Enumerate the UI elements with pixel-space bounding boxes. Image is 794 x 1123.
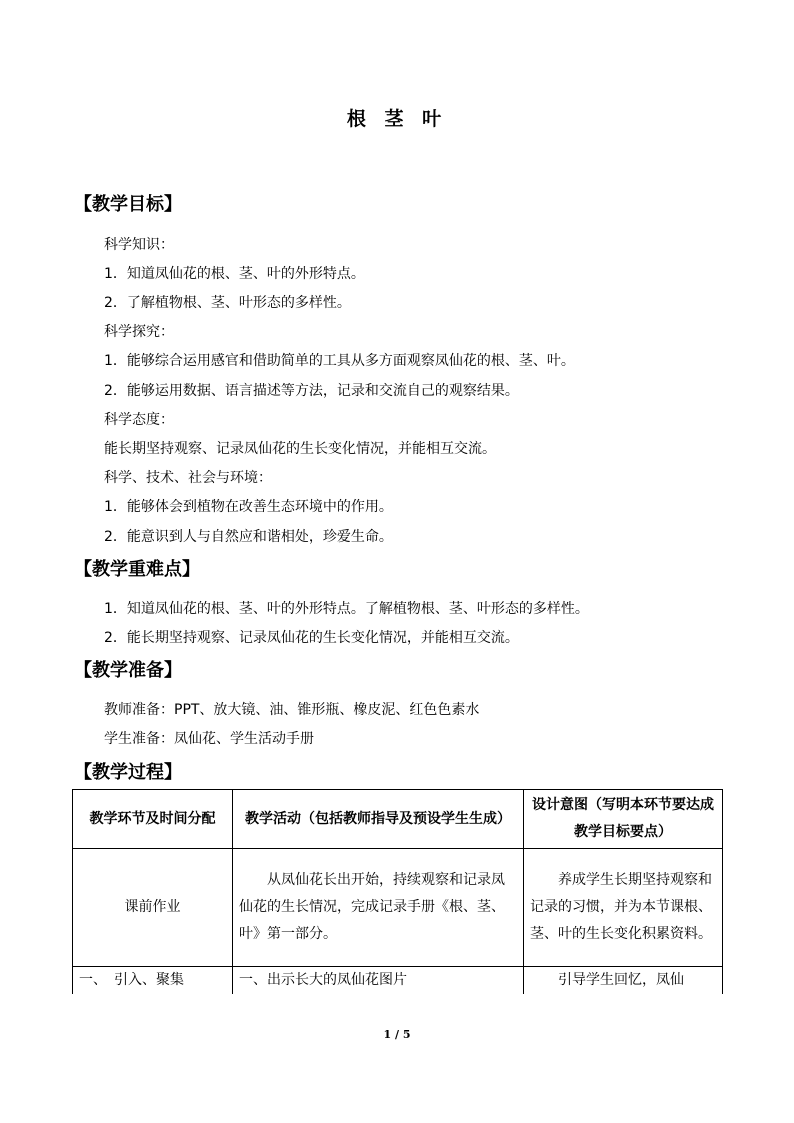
table-cell: 一、出示长大的凤仙花图片 xyxy=(233,967,524,995)
attitude-text: 能长期坚持观察、记录凤仙花的生长变化情况，并能相互交流。 xyxy=(104,441,496,457)
knowledge-item: 2．了解植物根、茎、叶形态的多样性。 xyxy=(104,295,351,311)
student-prep: 学生准备：凤仙花、学生活动手册 xyxy=(104,731,314,747)
page-title: 根 茎 叶 xyxy=(346,108,448,130)
knowledge-item: 1．知道凤仙花的根、茎、叶的外形特点。 xyxy=(104,266,365,282)
header-cell: 教学活动（包括教师指导及预设学生生成） xyxy=(233,790,524,849)
label-knowledge: 科学知识： xyxy=(104,237,174,253)
table-row xyxy=(73,967,723,995)
header-cell: 教学环节及时间分配 xyxy=(73,790,233,849)
label-stse: 科学、技术、社会与环境： xyxy=(104,470,272,486)
heading-process: 【教学过程】 xyxy=(74,762,182,783)
table-cell: 从凤仙花长出开始，持续观察和记录凤仙花的生长情况，完成记录手册《根、茎、叶》第一部分。 xyxy=(233,849,524,967)
stse-item: 2．能意识到人与自然应和谐相处，珍爱生命。 xyxy=(104,529,393,545)
table-header-row xyxy=(73,790,723,849)
table-cell: 引导学生回忆，凤仙 xyxy=(524,967,723,995)
page-number: 1 / 5 xyxy=(383,1028,411,1041)
inquiry-item: 1．能够综合运用感官和借助简单的工具从多方面观察凤仙花的根、茎、叶。 xyxy=(104,353,575,369)
teacher-prep: 教师准备：PPT、放大镜、油、锥形瓶、橡皮泥、红色色素水 xyxy=(104,702,480,718)
heading-key-points: 【教学重难点】 xyxy=(74,559,200,580)
key-point-item: 2．能长期坚持观察、记录凤仙花的生长变化情况，并能相互交流。 xyxy=(104,630,519,646)
inquiry-item: 2．能够运用数据、语言描述等方法，记录和交流自己的观察结果。 xyxy=(104,383,519,399)
table-cell: 一、 引入、聚集 xyxy=(73,967,233,995)
table-cell: 养成学生长期坚持观察和记录的习惯，并为本节课根、茎、叶的生长变化积累资料。 xyxy=(524,849,723,967)
stse-item: 1．能够体会到植物在改善生态环境中的作用。 xyxy=(104,499,393,515)
header-cell: 设计意图（写明本环节要达成教学目标要点） xyxy=(524,790,723,849)
label-attitude: 科学态度： xyxy=(104,412,174,428)
table-cell: 课前作业 xyxy=(73,849,233,967)
heading-preparation: 【教学准备】 xyxy=(74,660,182,681)
label-inquiry: 科学探究： xyxy=(104,324,174,340)
process-table xyxy=(72,789,723,994)
key-point-item: 1．知道凤仙花的根、茎、叶的外形特点。了解植物根、茎、叶形态的多样性。 xyxy=(104,601,589,617)
table-row xyxy=(73,849,723,967)
heading-objectives: 【教学目标】 xyxy=(74,194,182,215)
